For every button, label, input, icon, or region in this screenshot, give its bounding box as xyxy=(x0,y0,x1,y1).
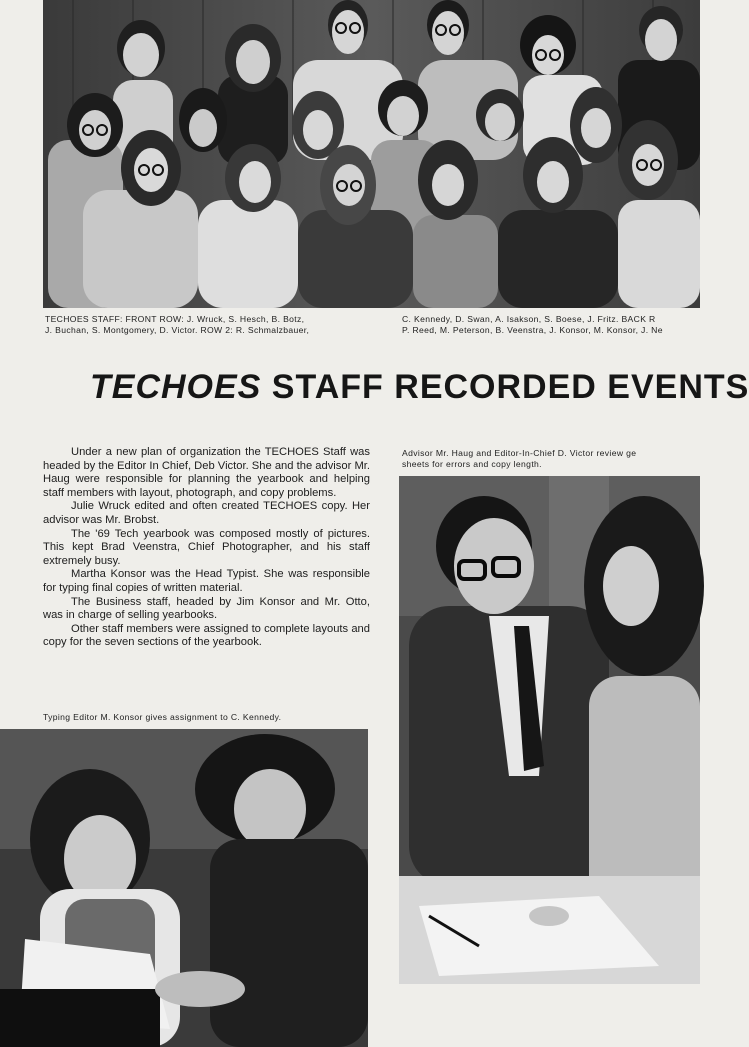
typing-photo-caption: Typing Editor M. Konsor gives assignment to C. Kennedy. xyxy=(43,712,282,722)
staff-caption-line: TECHOES STAFF: FRONT ROW: J. Wruck, S. Hesch, B. Botz, xyxy=(45,314,305,324)
article-paragraph: Under a new plan of organization the TECHOES Staff was headed by the Editor In Chief, Deb Victor. She and the advisor Mr. Haug were responsible for planning the yearbook and helping staff members with layout, photograph, and copy problems. xyxy=(43,446,370,499)
article-paragraph: Martha Konsor was the Head Typist. She was responsible for typing final copies of written material. xyxy=(43,568,370,594)
staff-group-photo xyxy=(43,0,700,308)
advisor-photo-caption xyxy=(402,448,636,470)
staff-caption-line: C. Kennedy, D. Swan, A. Isakson, S. Boese, J. Fritz. BACK R xyxy=(402,314,656,324)
article-body xyxy=(43,446,370,650)
article-paragraph: Julie Wruck edited and often created TECHOES copy. Her advisor was Mr. Brobst. xyxy=(43,500,370,526)
staff-caption-line: J. Buchan, S. Montgomery, D. Victor. ROW 2: R. Schmalzbauer, xyxy=(45,325,310,335)
article-paragraph: The '69 Tech yearbook was composed mostly of pictures. This kept Brad Veenstra, Chief Photographer, and his staff extremely busy. xyxy=(43,527,370,567)
advisor-caption-line: sheets for errors and copy length. xyxy=(402,459,542,469)
typing-editor-photo xyxy=(0,729,368,1047)
advisor-review-photo xyxy=(399,476,700,984)
article-paragraph: Other staff members were assigned to complete layouts and copy for the seven sections of the yearbook. xyxy=(43,622,370,649)
advisor-caption-line: Advisor Mr. Haug and Editor-In-Chief D. Victor review ge xyxy=(402,448,637,458)
page-headline xyxy=(90,368,749,407)
staff-caption-right xyxy=(402,314,663,336)
headline-rest: STAFF RECORDED EVENTS xyxy=(261,368,749,406)
headline-techoes: TECHOES xyxy=(90,368,262,406)
staff-caption-line: P. Reed, M. Peterson, B. Veenstra, J. Konsor, M. Konsor, J. Ne xyxy=(402,325,663,335)
staff-caption-left xyxy=(45,314,390,336)
article-paragraph: The Business staff, headed by Jim Konsor and Mr. Otto, was in charge of selling yearbooks. xyxy=(43,595,370,622)
